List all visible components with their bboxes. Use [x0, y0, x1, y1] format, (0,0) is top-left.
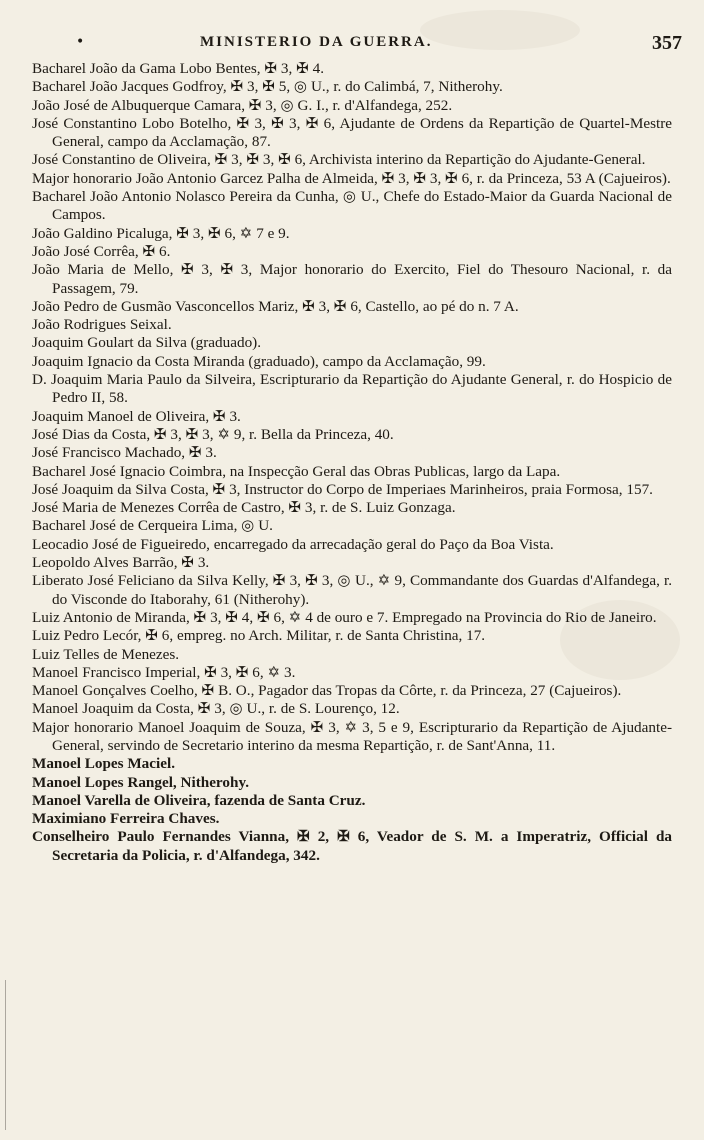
list-entry: Manoel Lopes Maciel. [32, 755, 175, 773]
list-entry: Major honorario Manoel Joaquim de Souza, ✠ 3, ✡ 3, 5 e 9, Escripturario da Repartição de Ajudante-General, servindo de Secretario interino da mesma Repartição, r. de Sant'Anna, 11. [32, 718, 672, 754]
list-entry: Manoel Varella de Oliveira, fazenda de Santa Cruz. [32, 791, 366, 809]
list-entry: Joaquim Goulart da Silva (graduado). [32, 334, 262, 352]
list-entry: Conselheiro Paulo Fernandes Vianna, ✠ 2, ✠ 6, Veador de S. M. a Imperatriz, Official da Secretaria da Policia, r. d'Alfandega, 342. [32, 828, 672, 864]
list-entry: João José Corrêa, ✠ 6. [32, 242, 171, 260]
list-entry: Manoel Gonçalves Coelho, ✠ B. O., Pagador das Tropas da Côrte, r. da Princeza, 27 (Cajueiros). [32, 682, 622, 700]
list-entry: José Constantino de Oliveira, ✠ 3, ✠ 3, ✠ 6, Archivista interino da Repartição do Ajudante-General. [32, 151, 646, 169]
list-entry: Luiz Antonio de Miranda, ✠ 3, ✠ 4, ✠ 6, ✡ 4 de ouro e 7. Empregado na Provincia do Rio de Janeiro. [32, 608, 657, 626]
page-header [0, 30, 704, 60]
list-entry: Luiz Telles de Menezes. [32, 645, 180, 663]
header-bullet: • [76, 34, 85, 50]
list-entry: José Maria de Menezes Corrêa de Castro, ✠ 3, r. de S. Luiz Gonzaga. [32, 499, 456, 517]
list-entry: Joaquim Manoel de Oliveira, ✠ 3. [32, 407, 241, 425]
list-entry: João Maria de Mello, ✠ 3, ✠ 3, Major honorario do Exercito, Fiel do Thesouro Nacional, r. da Passagem, 79. [32, 261, 672, 297]
list-entry: João Galdino Picaluga, ✠ 3, ✠ 6, ✡ 7 e 9. [32, 224, 290, 242]
list-entry: João José de Albuquerque Camara, ✠ 3, ◎ G. I., r. d'Alfandega, 252. [32, 96, 453, 114]
list-entry: Manoel Joaquim da Costa, ✠ 3, ◎ U., r. de S. Lourenço, 12. [32, 700, 400, 718]
list-entry: José Francisco Machado, ✠ 3. [32, 444, 217, 462]
list-entry: José Joaquim da Silva Costa, ✠ 3, Instructor do Corpo de Imperiaes Marinheiros, praia Formosa, 157. [32, 480, 653, 498]
list-entry: Major honorario João Antonio Garcez Palha de Almeida, ✠ 3, ✠ 3, ✠ 6, r. da Princeza, 53 A (Cajueiros). [32, 169, 671, 187]
list-entry: Manoel Francisco Imperial, ✠ 3, ✠ 6, ✡ 3. [32, 663, 296, 681]
list-entry: Bacharel João Jacques Godfroy, ✠ 3, ✠ 5, ◎ U., r. do Calimbá, 7, Nitherohy. [32, 78, 503, 96]
list-entry: Liberato José Feliciano da Silva Kelly, ✠ 3, ✠ 3, ◎ U., ✡ 9, Commandante dos Guardas d'Alfandega, r. do Visconde do Itaborahy, 61 (Nitherohy). [32, 572, 672, 608]
list-entry: João Pedro de Gusmão Vasconcellos Mariz, ✠ 3, ✠ 6, Castello, ao pé do n. 7 A. [32, 297, 519, 315]
list-entry: Bacharel José de Cerqueira Lima, ◎ U. [32, 517, 273, 535]
list-entry: Joaquim Ignacio da Costa Miranda (graduado), campo da Acclamação, 99. [32, 352, 486, 370]
page-number: 357 [652, 32, 682, 54]
list-entry: D. Joaquim Maria Paulo da Silveira, Escripturario da Repartição do Ajudante General, r. do Hospicio de Pedro II, 58. [32, 371, 672, 407]
list-entry: Leopoldo Alves Barrão, ✠ 3. [32, 554, 210, 572]
list-entry: João Rodrigues Seixal. [32, 316, 172, 334]
list-entry: Leocadio José de Figueiredo, encarregado da arrecadação geral do Paço da Boa Vista. [32, 535, 554, 553]
list-entry: Bacharel José Ignacio Coimbra, na Inspecção Geral das Obras Publicas, largo da Lapa. [32, 462, 561, 480]
list-entry: Luiz Pedro Lecór, ✠ 6, empreg. no Arch. Militar, r. de Santa Christina, 17. [32, 627, 486, 645]
name-list [32, 60, 672, 865]
list-entry: José Constantino Lobo Botelho, ✠ 3, ✠ 3, ✠ 6, Ajudante de Ordens da Repartição de Quartel-Mestre General, campo da Acclamação, 87. [32, 114, 672, 151]
list-entry: Bacharel João da Gama Lobo Bentes, ✠ 3, ✠ 4. [32, 60, 324, 77]
list-entry: Maximiano Ferreira Chaves. [32, 810, 220, 828]
page-edge-line [5, 980, 6, 1130]
page-title: MINISTERIO DA GUERRA. [200, 34, 433, 50]
list-entry: Bacharel João Antonio Nolasco Pereira da Cunha, ◎ U., Chefe do Estado-Maior da Guarda Nacional de Campos. [32, 188, 672, 224]
list-entry: José Dias da Costa, ✠ 3, ✠ 3, ✡ 9, r. Bella da Princeza, 40. [32, 425, 394, 443]
list-entry: Manoel Lopes Rangel, Nitherohy. [32, 773, 249, 791]
